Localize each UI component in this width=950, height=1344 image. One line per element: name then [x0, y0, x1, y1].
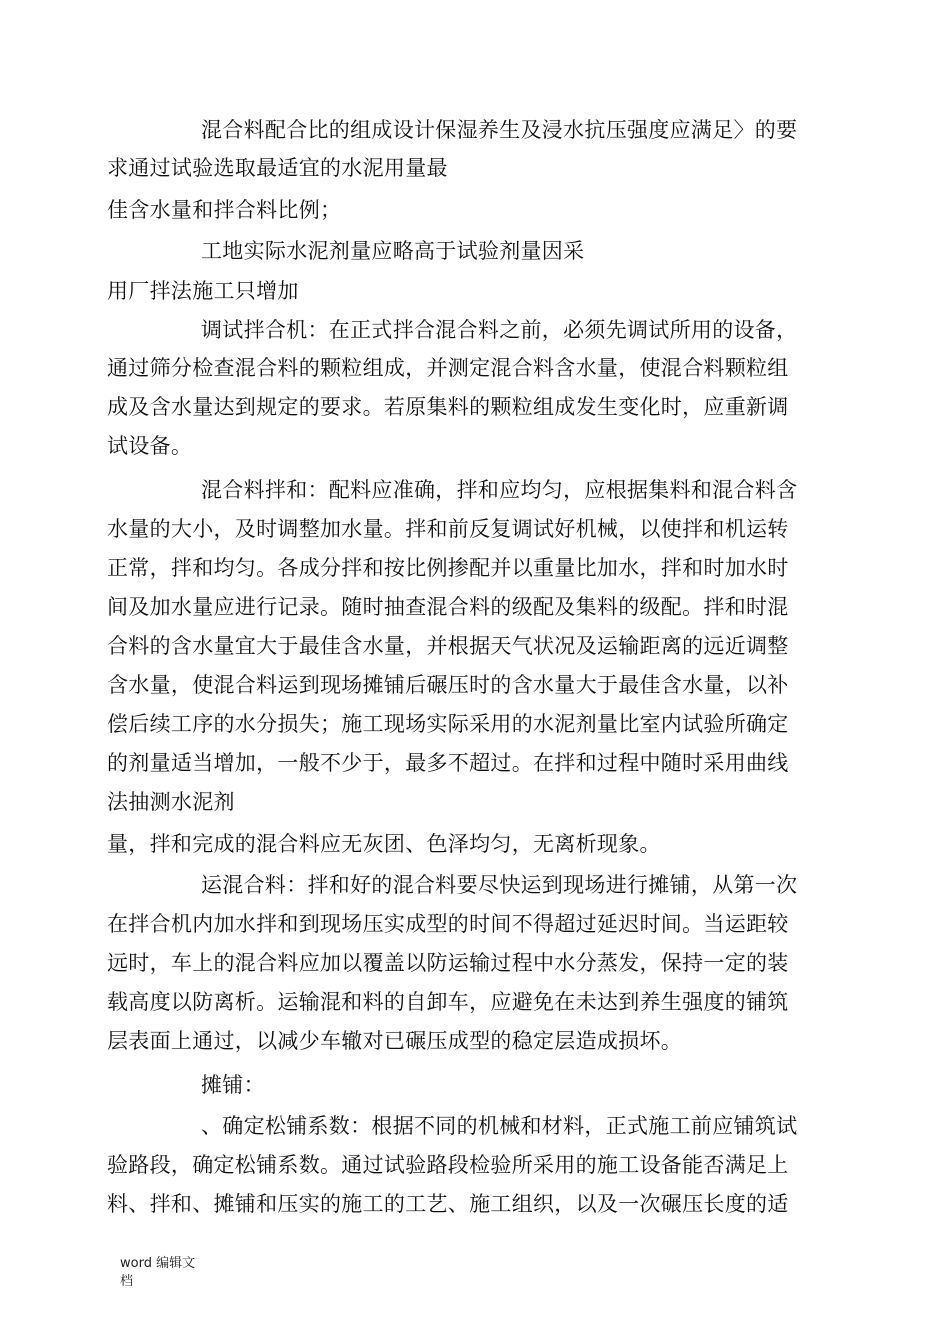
text-line: 通过筛分检查混合料的颗粒组成，并测定混合料含水量，使混合料颗粒组 [107, 356, 789, 380]
text-line: 混合料拌和：配料应准确，拌和应均匀，应根据集料和混合料含 [201, 478, 798, 502]
text-line: 在拌合机内加水拌和到现场压实成型的时间不得超过延迟时间。当运距较 [107, 912, 789, 936]
text-line: 的剂量适当增加，一般不少于，最多不超过。在拌和过程中随时采用曲线 [107, 751, 789, 775]
text-line: 摊铺： [201, 1073, 265, 1097]
footer-line: 档 [120, 1274, 134, 1289]
text-line: 试设备。 [107, 434, 193, 458]
text-line: 料、拌和、摊铺和压实的施工的工艺、施工组织，以及一次碾压长度的适 [107, 1192, 789, 1216]
text-line: 混合料配合比的组成设计保湿养生及浸水抗压强度应满足〉的要 [201, 118, 798, 142]
text-line: 层表面上通过，以减少车辙对已碾压成型的稳定层造成损坏。 [107, 1029, 683, 1053]
text-line: 含水量，使混合料运到现场摊铺后碾压时的含水量大于最佳含水量，以补 [107, 673, 789, 697]
footer-line: word 编辑文 [120, 1256, 196, 1271]
text-line: 工地实际水泥剂量应略高于试验剂量因采 [201, 239, 585, 263]
text-line: 成及含水量达到规定的要求。若原集料的颗粒组成发生变化时，应重新调 [107, 395, 789, 419]
text-line: 佳含水量和拌合料比例； [107, 198, 342, 222]
text-line: 调试拌合机：在正式拌合混合料之前，必须先调试所用的设备， [201, 318, 798, 342]
text-line: 求通过试验选取最适宜的水泥用量最 [107, 156, 448, 180]
text-line: 、确定松铺系数：根据不同的机械和材料，正式施工前应铺筑试 [201, 1114, 798, 1138]
text-line: 远时，车上的混合料应加以覆盖以防运输过程中水分蒸发，保持一定的装 [107, 951, 789, 975]
text-line: 法抽测水泥剂 [107, 790, 235, 814]
page-footer [120, 1255, 195, 1291]
text-line: 用厂拌法施工只增加 [107, 279, 299, 303]
text-line: 偿后续工序的水分损失；施工现场实际采用的水泥剂量比室内试验所确定 [107, 712, 789, 736]
text-line: 运混合料：拌和好的混合料要尽快运到现场进行摊铺，从第一次 [201, 873, 798, 897]
text-line: 合料的含水量宜大于最佳含水量，并根据天气状况及运输距离的远近调整 [107, 634, 789, 658]
text-line: 验路段，确定松铺系数。通过试验路段检验所采用的施工设备能否满足上 [107, 1153, 789, 1177]
text-line: 载高度以防离析。运输混和料的自卸车，应避免在未达到养生强度的铺筑 [107, 990, 789, 1014]
text-line: 间及加水量应进行记录。随时抽查混合料的级配及集料的级配。拌和时混 [107, 595, 789, 619]
text-line: 量，拌和完成的混合料应无灰团、色泽均匀，无离析现象。 [107, 832, 661, 856]
text-line: 水量的大小，及时调整加水量。拌和前反复调试好机械，以使拌和机运转 [107, 517, 789, 541]
text-line: 正常，拌和均匀。各成分拌和按比例掺配并以重量比加水，拌和时加水时 [107, 556, 789, 580]
